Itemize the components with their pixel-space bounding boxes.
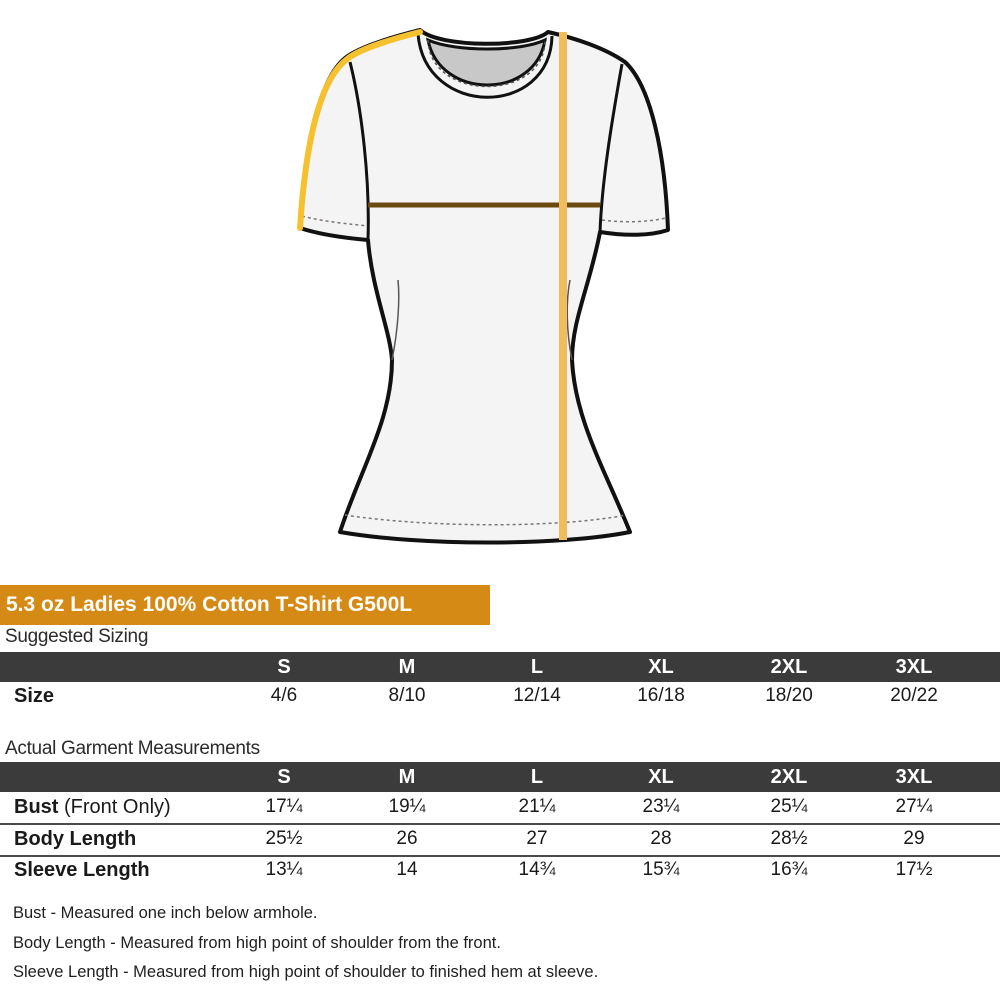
bust-value: 27¼	[895, 796, 933, 817]
body-length-row-label: Body Length	[14, 828, 137, 850]
bust-row-label: Bust (Front Only)	[14, 796, 171, 818]
size-header-s: S	[277, 656, 291, 678]
body-length-value: 25½	[265, 828, 303, 849]
bust-value: 17¼	[265, 796, 303, 817]
size-value: 18/20	[765, 685, 813, 706]
measure-header-3xl: 3XL	[895, 766, 933, 788]
note-body-length: Body Length - Measured from high point of shoulder from the front.	[13, 934, 501, 952]
size-value: 12/14	[513, 685, 561, 706]
size-header-3xl: 3XL	[895, 656, 933, 678]
body-length-value: 27	[526, 828, 548, 849]
actual-measurements-label: Actual Garment Measurements	[5, 738, 260, 759]
suggested-sizing-header	[0, 652, 1000, 682]
body-length-value: 28½	[770, 828, 808, 849]
body-length-value: 29	[903, 828, 925, 849]
measure-header-m: M	[398, 766, 416, 788]
size-header-xl: XL	[648, 656, 674, 678]
size-header-2xl: 2XL	[770, 656, 808, 678]
size-row-label: Size	[14, 685, 55, 707]
product-title: 5.3 oz Ladies 100% Cotton T-Shirt G500L	[0, 585, 490, 625]
body-length-value: 28	[650, 828, 672, 849]
body-length-value: 26	[396, 828, 418, 849]
body-length-row	[0, 824, 1000, 857]
sleeve-length-value: 14¾	[518, 859, 556, 880]
sleeve-length-value: 16¾	[770, 859, 808, 880]
suggested-sizing-label: Suggested Sizing	[5, 626, 149, 647]
bust-value: 23¼	[642, 796, 680, 817]
bust-value: 21¼	[518, 796, 556, 817]
sleeve-length-row	[0, 855, 1000, 886]
bust-row	[0, 792, 1000, 825]
sleeve-length-value: 14	[396, 859, 418, 880]
size-value: 8/10	[388, 685, 426, 706]
sleeve-length-row-label: Sleeve Length	[14, 859, 150, 881]
tshirt-outline	[300, 30, 668, 543]
size-value: 4/6	[270, 685, 298, 706]
size-row	[0, 681, 1000, 712]
note-sleeve-length: Sleeve Length - Measured from high point of shoulder to finished hem at sleeve.	[13, 963, 599, 981]
sleeve-length-value: 13¼	[265, 859, 303, 880]
measure-header-s: S	[277, 766, 291, 788]
size-value: 20/22	[890, 685, 938, 706]
measure-header-l: L	[530, 766, 544, 788]
size-value: 16/18	[637, 685, 685, 706]
note-bust: Bust - Measured one inch below armhole.	[13, 904, 318, 922]
sleeve-length-value: 15¾	[642, 859, 680, 880]
size-header-l: L	[530, 656, 544, 678]
bust-value: 19¼	[388, 796, 426, 817]
actual-measurements-header	[0, 762, 1000, 792]
measure-header-xl: XL	[648, 766, 674, 788]
sleeve-length-value: 17½	[895, 859, 933, 880]
bust-value: 25¼	[770, 796, 808, 817]
measure-header-2xl: 2XL	[770, 766, 808, 788]
size-header-m: M	[398, 656, 416, 678]
